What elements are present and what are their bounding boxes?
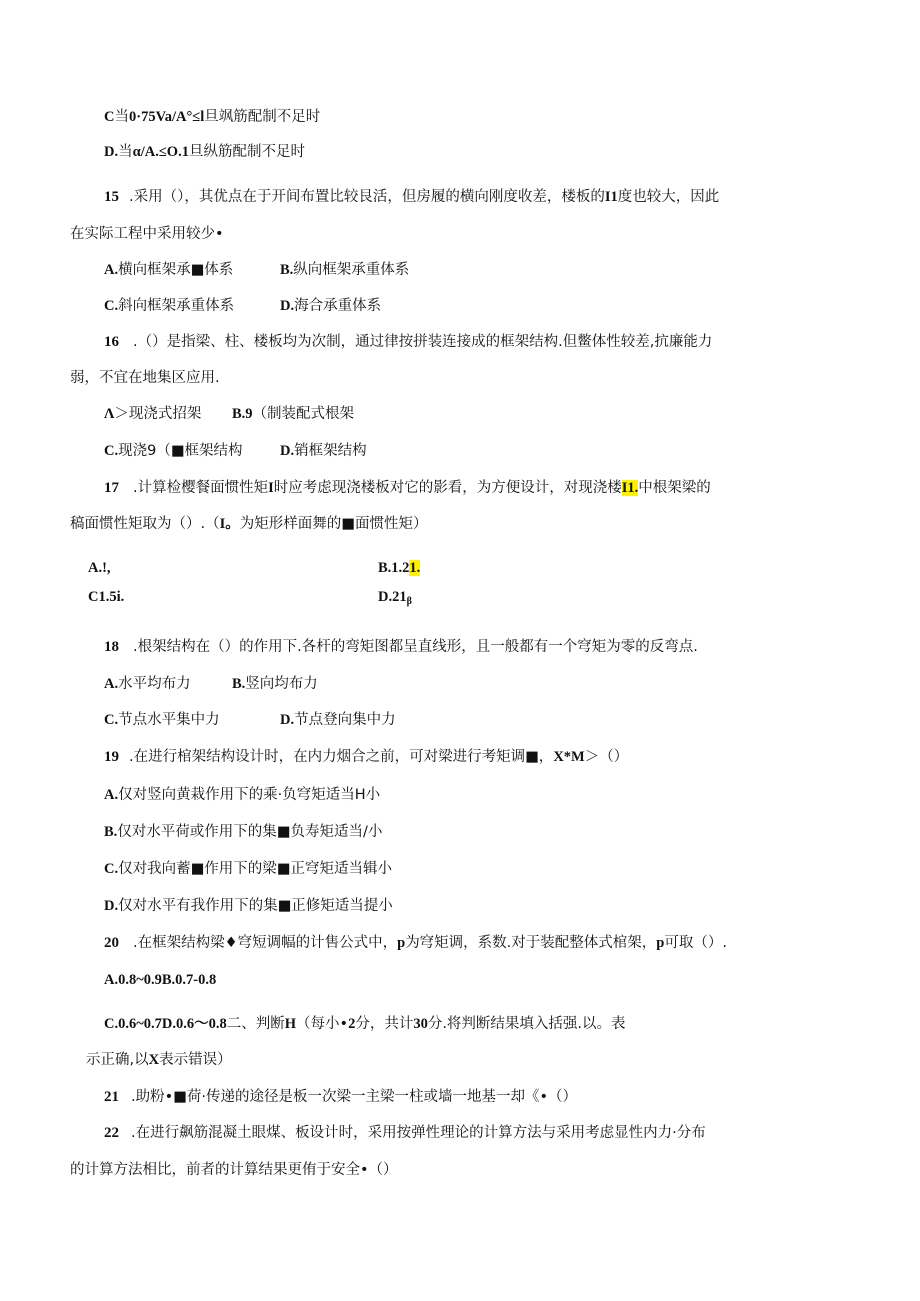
q19-option-d: D.仅对水平有我作用下的集■正修矩适当提小 — [104, 898, 393, 914]
q16-option-b: B.9（制装配式根架 — [232, 406, 355, 422]
q15-option-b: B.纵向框架承重体系 — [280, 262, 410, 278]
q22-stem-line1: 22 .在进行飙筋混凝土眼煤、板设计时，采用按弹性理论的计算方法与采用考虑显性内力·分布 — [104, 1125, 706, 1141]
question-number: 17 — [104, 480, 119, 496]
question-number: 16 — [104, 334, 119, 350]
highlight: 1. — [409, 560, 421, 576]
q14-option-c: C当0·75Va/A°≤l旦飒筋配制不足时 — [104, 109, 321, 125]
q16-stem-line2: 弱，不宜在地集区应用. — [70, 370, 220, 386]
question-number: 21 — [104, 1089, 119, 1105]
question-number: 18 — [104, 639, 119, 655]
q15-option-a: A.横向框架承■体系 — [104, 262, 234, 278]
q15-option-d: D.海合承重体系 — [280, 298, 382, 314]
q19-stem-line1: 19 .在进行棺架结构设计时，在内力烟合之前，可对梁进行考矩调■，X*M＞（） — [104, 749, 629, 765]
q18-option-a: A.水平均布力 — [104, 676, 191, 692]
q17-stem-line2: 稿面惯性矩取为（）.（I。为矩形样面舞的■面惯性矩） — [70, 516, 428, 532]
q20-stem-line1: 20 .在框架结构梁♦穹短调幅的计售公式中，p为穹矩调，系数.对于装配整体式棺架，p可取（）. — [104, 935, 727, 951]
question-number: 22 — [104, 1125, 119, 1141]
q18-stem-line1: 18 .根架结构在（）的作用下.各杆的弯矩图都呈直线形，且一般都有一个穹矩为零的反弯点. — [104, 639, 698, 655]
q16-option-a: Λ＞现浇式招架 — [104, 406, 202, 422]
question-number: 19 — [104, 749, 119, 765]
q21-stem-line1: 21 .助粉•■荷·传递的途径是板一次梁一主梁一柱或墙一地基一却《•（） — [104, 1089, 578, 1105]
q18-option-d: D.节点登向集中力 — [280, 712, 396, 728]
q14-option-d: D.当α/A.≤O.1旦纵筋配制不足时 — [104, 144, 305, 160]
q15-stem-line2: 在实际工程中采用较少• — [70, 226, 224, 242]
q16-option-d: D.销框架结构 — [280, 443, 367, 459]
q20-options-cd-and-section: C.0.6~0.7D.0.6～0.8二、判断H（每小•2分，共计30分.将判断结果填入括强.以。表 — [104, 1016, 626, 1032]
q19-option-b: B.仅对水平荷或作用下的集■负寿矩适当/小 — [104, 824, 383, 840]
highlight: I1. — [621, 480, 639, 496]
q17-stem-line1: 17 .计算检樱餐面惯性矩I时应考虑现浇楼板对它的影看，为方便设计，对现浇楼I1.中根架梁的 — [104, 480, 711, 496]
question-number: 20 — [104, 935, 119, 951]
q17-option-d: $D.21_\beta$ — [378, 589, 412, 607]
q18-option-c: C.节点水平集中力 — [104, 712, 220, 728]
q17-option-c: C1.5i. — [88, 589, 125, 605]
q15-option-c: C.斜向框架承重体系 — [104, 298, 235, 314]
question-number: 15 — [104, 189, 119, 205]
q17-option-a: A.!, — [88, 560, 111, 576]
q18-option-b: B.竖向均布力 — [232, 676, 318, 692]
q19-option-a: A.仅对竖向黄栽作用下的乘·负穹矩适当H小 — [104, 787, 381, 803]
q16-option-c: C.现浇9（■框架结构 — [104, 443, 243, 459]
q20-options-ab: A.0.8~0.9B.0.7-0.8 — [104, 972, 217, 988]
q17-option-b: B.1.21. — [378, 560, 421, 576]
section-instruction-line2: 示正确,以X表示错误） — [86, 1052, 232, 1068]
q15-stem-line1: 15 .采用（），其优点在于开间布置比较艮活，但房履的横向刚度收差，楼板的I1度也较大，因此 — [104, 189, 720, 205]
q16-stem-line1: 16 .（）是指梁、柱、楼板均为次制，通过律按拼装连接成的框架结构.但鳖体性较差,抗廉能力 — [104, 334, 713, 350]
q22-stem-line2: 的计算方法相比，前者的计算结果更侑于安全•（） — [70, 1162, 398, 1178]
q19-option-c: C.仅对我向蓄■作用下的梁■正穹矩适当辑小 — [104, 861, 393, 877]
